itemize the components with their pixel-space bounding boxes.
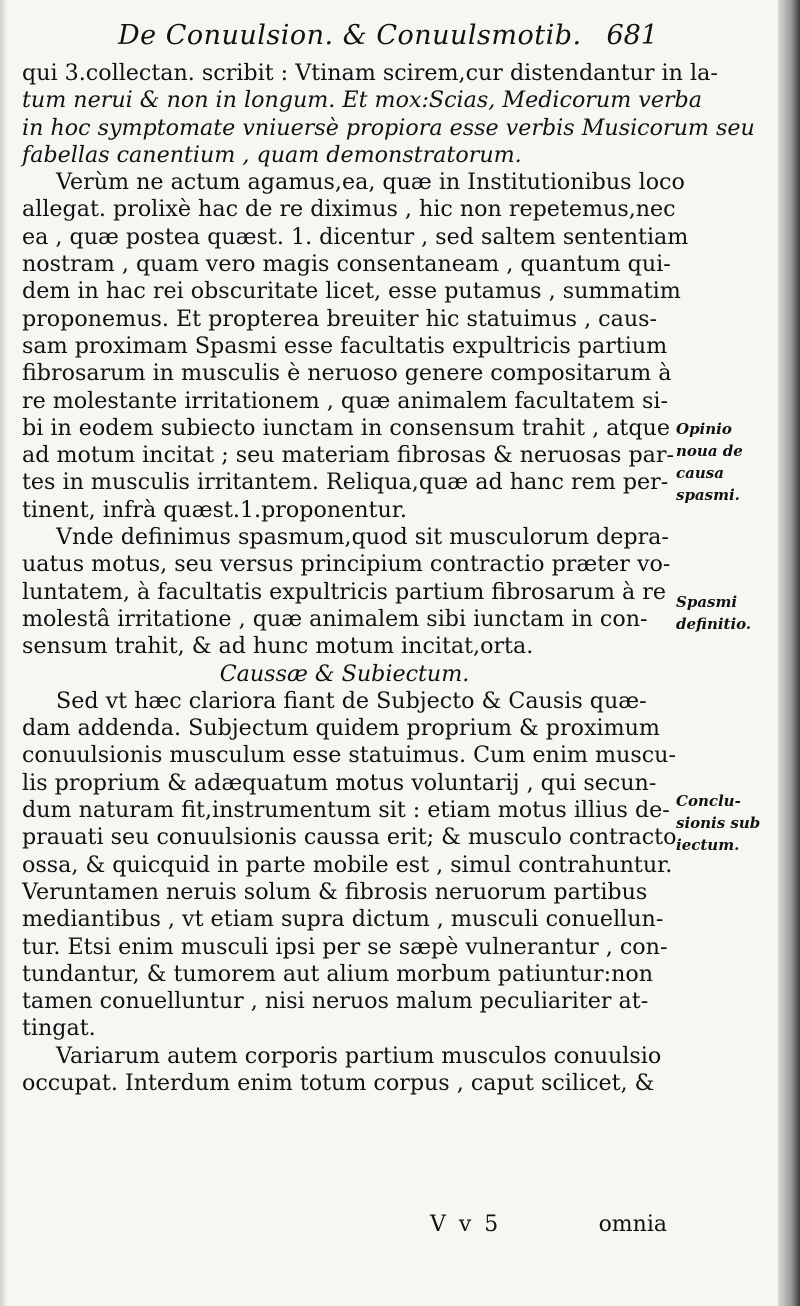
margin-note-line: spasmi.: [676, 486, 740, 504]
margin-note-line: definitio.: [676, 615, 752, 633]
text-line: tamen conuelluntur , nisi neruos malum peculiariter at-: [22, 988, 649, 1015]
text-line: bi in eodem subiecto iunctam in consensum trahit , atque: [22, 414, 670, 441]
text-line: ea , quæ postea quæst. 1. dicentur , sed saltem sententiam: [22, 223, 689, 250]
margin-note-line: causa: [676, 464, 724, 482]
text-line: molestâ irritatione , quæ animalem sibi iunctam in con-: [22, 605, 648, 632]
page-footer: [22, 1212, 667, 1240]
text-line: tinent, infrà quæst.1.proponentur.: [22, 496, 407, 523]
text-line: uatus motus, seu versus principium contractio præter vo-: [22, 551, 671, 578]
text-line: dam addenda. Subjectum quidem proprium & proximum: [22, 715, 660, 742]
text-line: luntatem, à facultatis expultricis partium fibrosarum à re: [22, 578, 666, 605]
text-line: Variarum autem corporis partium musculos conuulsio: [56, 1042, 662, 1069]
text-line: mediantibus , vt etiam supra dictum , musculi conuellun-: [22, 906, 664, 933]
text-line: ad motum incitat ; seu materiam fibrosas & neruosas par-: [22, 442, 675, 469]
text-line: allegat. prolixè hac de re diximus , hic non repetemus,nec: [22, 196, 676, 223]
text-line: occupat. Interdum enim totum corpus , caput scilicet, &: [22, 1069, 655, 1096]
page-number: 681: [606, 20, 658, 51]
text-line: fabellas canentium , quam demonstratorum.: [22, 141, 522, 168]
text-line: nostram , quam vero magis consentaneam , quantum qui-: [22, 251, 671, 278]
text-line: re molestante irritationem , quæ animalem facultatem si-: [22, 387, 668, 414]
margin-note-line: iectum.: [676, 836, 740, 854]
signature-mark: V v 5: [430, 1212, 502, 1237]
margin-note-definitio: [676, 591, 776, 635]
margin-note-subiectum: [676, 790, 776, 856]
text-line: dum naturam fit,instrumentum sit : etiam motus illius de-: [22, 797, 670, 824]
text-line: sensum trahit, & ad hunc motum incitat,orta.: [22, 633, 534, 660]
text-line: prauati seu conuulsionis caussa erit; & musculo contracto: [22, 824, 677, 851]
page-header: [118, 20, 658, 60]
text-line: tum nerui & non in longum. Et mox:Scias, Medicorum verba: [22, 87, 702, 114]
text-line: fibrosarum in musculis è neruoso genere compositarum à: [22, 360, 672, 387]
text-line: Sed vt hæc clariora fiant de Subjecto & Causis quæ-: [56, 687, 647, 714]
margin-note-line: Spasmi: [676, 593, 738, 611]
scan-shadow-right: [778, 0, 800, 1306]
text-line: tingat.: [22, 1015, 96, 1042]
margin-note-opinio: [676, 418, 776, 506]
text-line: Vnde definimus spasmum,quod sit musculorum depra-: [56, 524, 669, 551]
margin-note-line: noua de: [676, 442, 743, 460]
text-line: in hoc symptomate vniuersè propiora esse verbis Musicorum seu: [22, 114, 755, 141]
text-line: qui 3.collectan. scribit : Vtinam scirem,cur distendantur in la-: [22, 60, 718, 86]
margin-note-line: Opinio: [676, 420, 732, 438]
text-line: conuulsionis musculum esse statuimus. Cum enim muscu-: [22, 742, 676, 769]
text-line: Verùm ne actum agamus,ea, quæ in Institutionibus loco: [56, 169, 685, 196]
text-line: tundantur, & tumorem aut alium morbum patiuntur:non: [22, 960, 654, 987]
scan-shadow-left: [0, 0, 8, 1306]
margin-note-line: sionis sub: [676, 814, 761, 832]
section-heading: Caussæ & Subiectum.: [219, 660, 470, 687]
text-line: tur. Etsi enim musculi ipsi per se sæpè vulnerantur , con-: [22, 933, 668, 960]
text-line: dem in hac rei obscuritate licet, esse putamus , summatim: [22, 278, 681, 305]
catchword: omnia: [598, 1212, 667, 1237]
running-head: De Conuulsion. & Conuulsmotib.: [118, 20, 582, 51]
text-line: lis proprium & adæquatum motus voluntarij , qui secun-: [22, 769, 657, 796]
margin-note-line: Conclu-: [676, 792, 741, 810]
text-line: proponemus. Et propterea breuiter hic statuimus , caus-: [22, 305, 657, 332]
text-line: sam proximam Spasmi esse facultatis expultricis partium: [22, 332, 668, 359]
text-line: Veruntamen neruis solum & fibrosis neruorum partibus: [22, 878, 648, 905]
text-line: tes in musculis irritantem. Reliqua,quæ ad hanc rem per-: [22, 469, 669, 496]
text-line: ossa, & quicquid in parte mobile est , simul contrahuntur.: [22, 851, 673, 878]
